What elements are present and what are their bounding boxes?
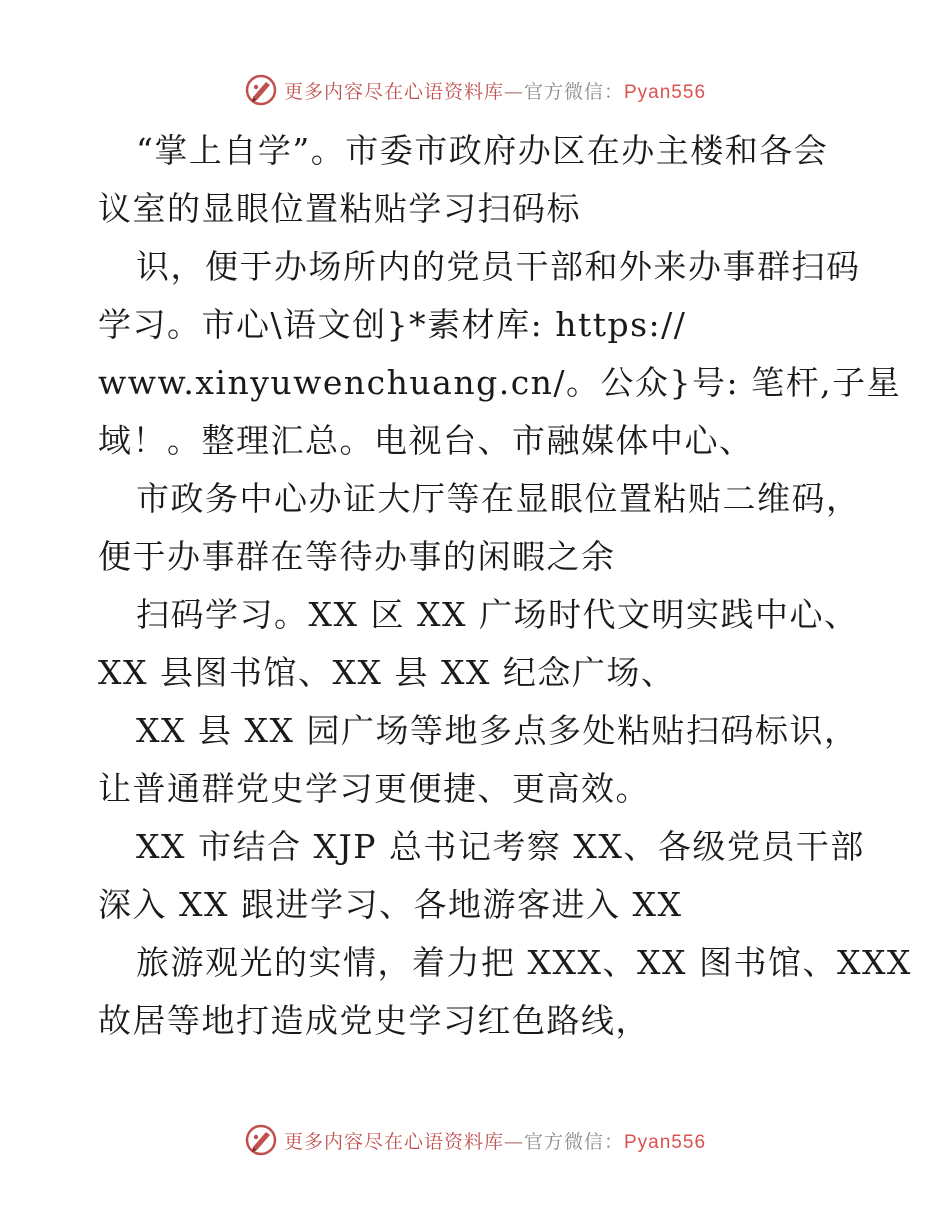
header-account: Pyan556 (624, 81, 707, 103)
body-line: 市政务中心办证大厅等在显眼位置粘贴二维码， (136, 479, 861, 518)
body-line: XX 县 XX 园广场等地多点多处粘贴扫码标识， (136, 711, 859, 750)
body-line: www.xinyuwenchuang.cn/。公众}号: 笔杆,子星 (98, 363, 902, 402)
header-site-text: 更多内容尽在心语资料库 (283, 80, 504, 103)
body-line: 让普通群党史学习更便捷、更高效。 (98, 769, 650, 808)
body-line: 识，便于办场所内的党员干部和外来办事群扫码 (136, 247, 861, 286)
body-line: XX 县图书馆、XX 县 XX 纪念广场、 (98, 653, 676, 692)
body-line: XX 市结合 XJP 总书记考察 XX、各级党员干部 (136, 827, 865, 866)
body-line: 学习。市心\语文创}*素材库: https:// (98, 305, 687, 344)
body-line: 深入 XX 跟进学习、各地游客进入 XX (98, 885, 683, 924)
body-line: 议室的显眼位置粘贴学习扫码标 (98, 189, 581, 228)
footer-separator: — (503, 1130, 524, 1153)
footer-banner-text (284, 1127, 706, 1154)
body-line: 故居等地打造成党史学习红色路线， (98, 1001, 650, 1040)
body-line: 扫码学习。XX 区 XX 广场时代文明实践中心、 (136, 595, 859, 634)
pen-logo-icon (244, 73, 278, 107)
body-line: 域！。整理汇总。电视台、市融媒体中心、 (98, 421, 754, 460)
body-line: 旅游观光的实情，着力把 XXX、XX 图书馆、XXX (136, 943, 912, 982)
header-separator: — (503, 80, 524, 103)
body-line: 便于办事群在等待办事的闲暇之余 (98, 537, 616, 576)
document-body (98, 122, 912, 1050)
footer-wechat-label: 官方微信： (523, 1130, 624, 1153)
header-banner-text (284, 77, 706, 104)
body-line: “掌上自学”。市委市政府办区在办主楼和各会 (136, 131, 829, 170)
footer-banner (0, 1120, 950, 1160)
footer-site-text: 更多内容尽在心语资料库 (283, 1130, 504, 1153)
footer-account: Pyan556 (624, 1131, 707, 1153)
header-wechat-label: 官方微信： (523, 80, 624, 103)
pen-logo-icon (244, 1123, 278, 1157)
header-banner (0, 70, 950, 110)
